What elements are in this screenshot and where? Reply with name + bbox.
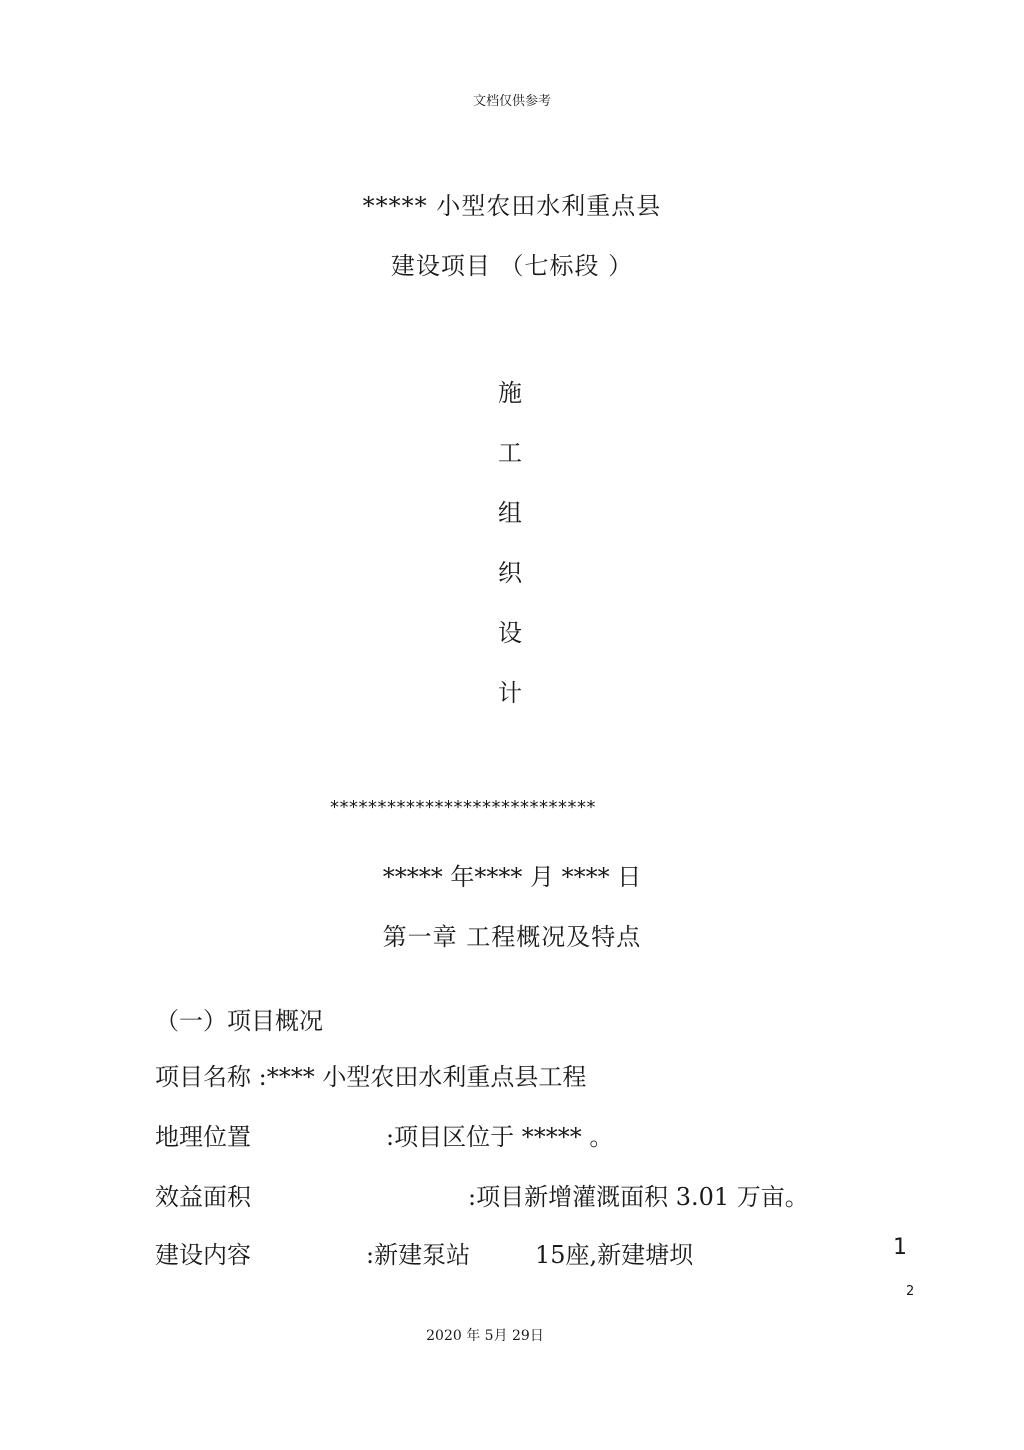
location-label: 地理位置 <box>155 1123 251 1151</box>
header-note: 文档仅供参考 <box>472 94 551 109</box>
cover-date: ***** 年**** 月 **** 日 <box>382 863 642 891</box>
page-number: 2 <box>906 1284 915 1299</box>
vertical-title-char: 施 <box>498 379 522 407</box>
benefit-label: 效益面积 <box>155 1183 251 1211</box>
construction-label: 建设内容 <box>155 1241 251 1269</box>
section-heading: （一）项目概况 <box>155 1007 323 1035</box>
vertical-title-char: 组 <box>498 499 522 527</box>
cover-title-line1: ***** 小型农田水利重点县 <box>362 192 662 220</box>
vertical-title-char: 设 <box>498 619 522 647</box>
footer-date: 2020 年 5月 29日 <box>426 1328 544 1344</box>
construction-value: :新建泵站 <box>366 1241 471 1269</box>
construction-value: 1 <box>893 1235 907 1260</box>
project-name-line: 项目名称 :**** 小型农田水利重点县工程 <box>155 1063 587 1091</box>
vertical-title-char: 计 <box>498 679 522 707</box>
chapter-title: 第一章 工程概况及特点 <box>382 923 642 951</box>
construction-value: 15座,新建塘坝 <box>535 1241 694 1269</box>
location-value: :项目区位于 ***** 。 <box>386 1123 614 1151</box>
organization-name: **************************** <box>330 797 596 818</box>
benefit-value: :项目新增灌溉面积 3.01 万亩。 <box>468 1183 809 1211</box>
vertical-title-char: 织 <box>498 559 522 587</box>
vertical-title-char: 工 <box>498 439 522 467</box>
cover-title-line2: 建设项目 （七标段 ） <box>390 252 634 280</box>
